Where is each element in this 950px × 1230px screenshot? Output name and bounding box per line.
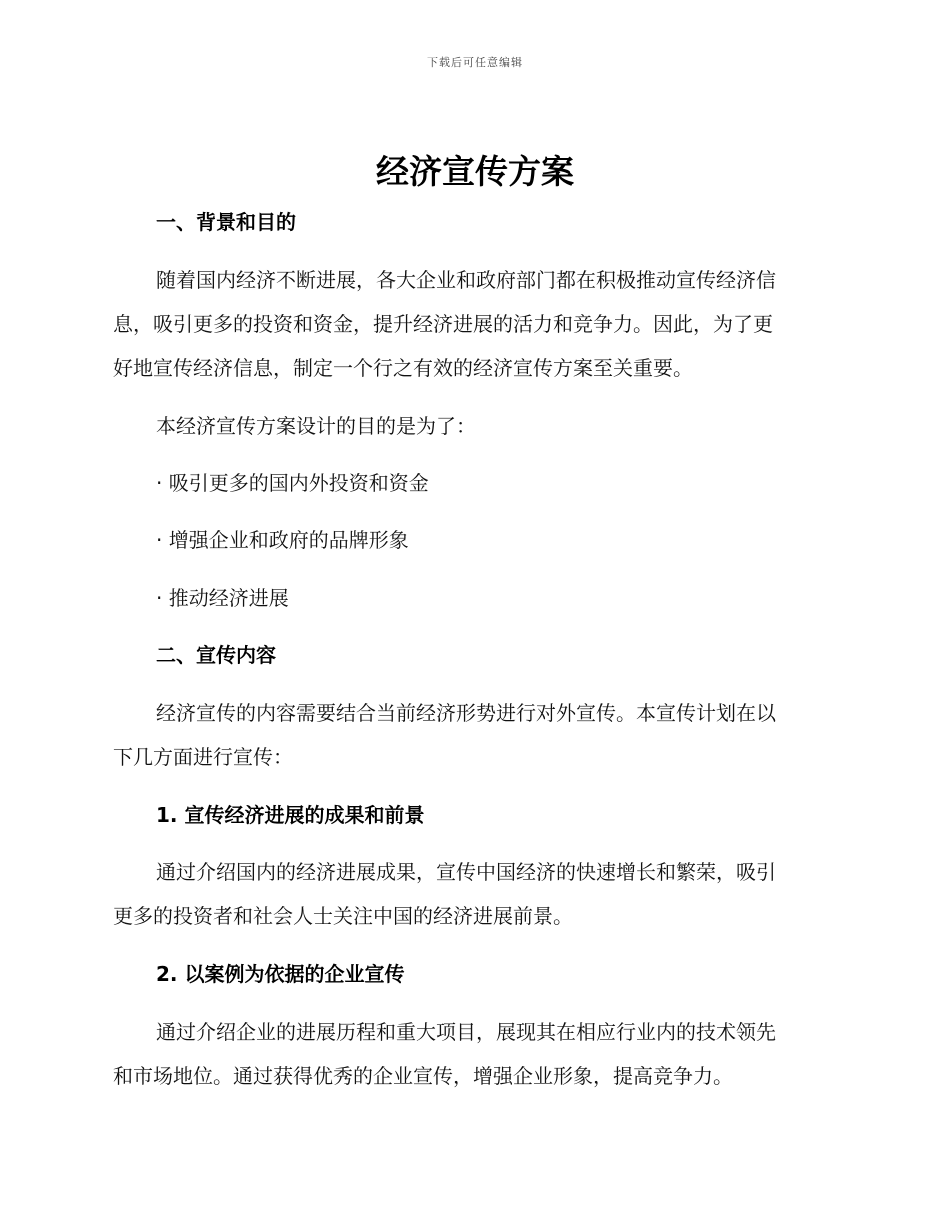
paragraph-line: 通过介绍企业的进展历程和重大项目，展现其在相应行业内的技术领先: [156, 1020, 776, 1044]
header-note: 下载后可任意编辑: [427, 56, 523, 69]
paragraph-line: 下几方面进行宣传：: [113, 745, 293, 769]
paragraph-line: 息，吸引更多的投资和资金，提升经济进展的活力和竞争力。因此，为了更: [113, 312, 773, 336]
bullet-item: · 吸引更多的国内外投资和资金: [156, 471, 429, 495]
paragraph-line: 更多的投资者和社会人士关注中国的经济进展前景。: [113, 904, 573, 928]
paragraph-line: 本经济宣传方案设计的目的是为了：: [156, 414, 476, 438]
paragraph-line: 随着国内经济不断进展，各大企业和政府部门都在积极推动宣传经济信: [156, 268, 776, 292]
document-title: 经济宣传方案: [376, 152, 574, 191]
bullet-item: · 推动经济进展: [156, 586, 289, 610]
paragraph-line: 经济宣传的内容需要结合当前经济形势进行对外宣传。本宣传计划在以: [156, 701, 776, 725]
subsection-heading: 1. 宣传经济进展的成果和前景: [156, 803, 425, 827]
paragraph-line: 通过介绍国内的经济进展成果，宣传中国经济的快速增长和繁荣，吸引: [156, 860, 776, 884]
paragraph-line: 和市场地位。通过获得优秀的企业宣传，增强企业形象，提高竞争力。: [113, 1064, 733, 1088]
section-heading: 二、宣传内容: [156, 643, 276, 667]
subsection-heading: 2. 以案例为依据的企业宣传: [156, 962, 405, 986]
section-heading: 一、背景和目的: [156, 210, 296, 234]
bullet-item: · 增强企业和政府的品牌形象: [156, 528, 409, 552]
paragraph-line: 好地宣传经济信息，制定一个行之有效的经济宣传方案至关重要。: [113, 356, 693, 380]
